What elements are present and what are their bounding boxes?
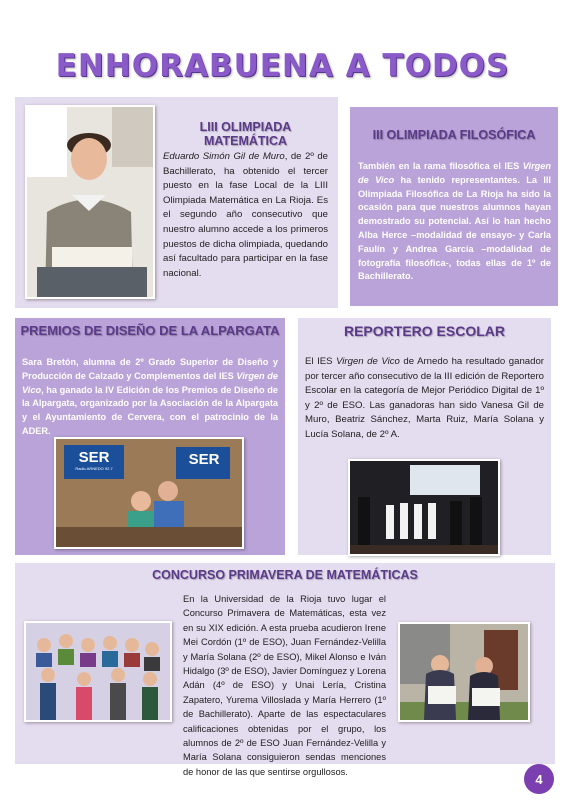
- olimpiada-filosofica-body-b: ha tenido representantes. La III Olimpiada Filosófica de La Rioja ha sido la ocasión para que nuestros alumnos hayan demostrado su potencial. Así lo han hecho Alba Herce –modalidad de ensayo- y Carla Faulín y Andrea García –modalidad de fotografía filosófica-, todas ellas de 1º de Bachillerato.: [358, 174, 551, 282]
- olimpiada-filosofica-body-a: También en la rama filosófica el IES: [358, 161, 523, 171]
- premios-alpargata-body-a: Sara Bretón, alumna de 2º Grado Superior de Diseño y Producción de Calzado y Complementos del IES: [22, 357, 278, 381]
- award-ceremony-illustration: [350, 461, 498, 554]
- radio-sign-sub: Radio ARNEDO 92.7: [75, 466, 113, 471]
- reportero-escolar-body-a: El IES: [305, 356, 337, 367]
- page-number-badge: 4: [524, 764, 554, 794]
- page-title: ENHORABUENA A TODOS: [55, 48, 510, 84]
- reportero-escolar-text: [305, 355, 544, 443]
- concurso-primavera-title: CONCURSO PRIMAVERA DE MATEMÁTICAS: [152, 568, 418, 582]
- school-name: Virgen de Vico: [22, 370, 278, 395]
- radio-sign: [70, 449, 118, 471]
- student-name: Eduardo Simón Gil de Muro: [163, 151, 285, 162]
- reportero-escolar-title: REPORTERO ESCOLAR: [343, 323, 505, 339]
- olimpiada-filosofica-title: III OLIMPIADA FILOSÓFICA: [372, 128, 536, 142]
- olimpiada-filosofica-text: [358, 160, 551, 284]
- honor-mention-photo: [398, 622, 530, 722]
- reportero-escolar-body-b: de Arnedo ha resultado ganador por tercer año consecutivo de la III edición de Reportero Escolar en la categoría de Mejor Periódico Digital de 1º y 2º de ESO. Las ganadoras han sido Vanesa Gil de Muro, Beatriz Sánchez, Marta Ruiz, María Solana y Lucía Solana, de 2º A.: [305, 356, 544, 440]
- radio-sign-right-text: SER: [188, 451, 220, 468]
- school-name: Virgen de Vico: [358, 161, 551, 185]
- students-group-photo: [24, 621, 172, 722]
- premios-alpargata-body-b: , ha ganado la IV Edición de los Premios de Diseño de la Alpargata, organizado por la Asociación de la Alpargata y el Ayuntamiento de Cervera, con el patrocinio de la ADER.: [22, 384, 278, 436]
- olimpiada-matematica-text: [163, 150, 328, 281]
- radio-station-photo: [54, 437, 244, 549]
- premios-alpargata-title: PREMIOS DE DISEÑO DE LA ALPARGATA: [20, 323, 280, 338]
- premios-alpargata-text: [22, 356, 278, 439]
- concurso-primavera-text: En la Universidad de la Rioja tuvo lugar el Concurso Primavera de Matemáticas, esta vez en su XIX edición. A esta prueba acudieron Irene Mei Cordón (1º de ESO), Juan Fernández-Velilla y María Solana (2º de ESO), Mikel Alonso e Iván Hidalgo (3º de ESO), Javier Domínguez y Lorena Adán (4º de ESO) y Unai Lería, Cristina Zapatero, Yurema Villoslada y María Herrero (1º de Bachillerato). Aparte de las espectaculares calificaciones obtenidas por el grupo, los alumnos de 2º de ESO Juan Fernández-Velilla y María Solana consiguieron sendas menciones de honor de las que sentirse orgullosos.: [183, 594, 386, 777]
- school-name: Virgen de Vico: [336, 356, 400, 367]
- honor-mention-illustration: [400, 624, 528, 720]
- olimpiada-matematica-body: , de 2º de Bachillerato, ha obtenido el tercer puesto en la fase Local de la LIII Olimpiada Matemática en La Rioja. Es el segundo año consecutivo que nuestro alumno accede a los primeros puestos de dicha olimpiada, quedando así facultado para participar en la fase nacional.: [163, 151, 329, 279]
- students-group-illustration: [26, 623, 170, 720]
- student-portrait-photo: [25, 105, 155, 299]
- radio-sign-right: [182, 451, 226, 468]
- radio-sign-text: SER: [78, 449, 110, 466]
- award-ceremony-photo: [348, 459, 500, 556]
- olimpiada-matematica-title: LIII OLIMPIADA MATEMÁTICA: [199, 120, 292, 148]
- student-portrait-illustration: [27, 107, 153, 297]
